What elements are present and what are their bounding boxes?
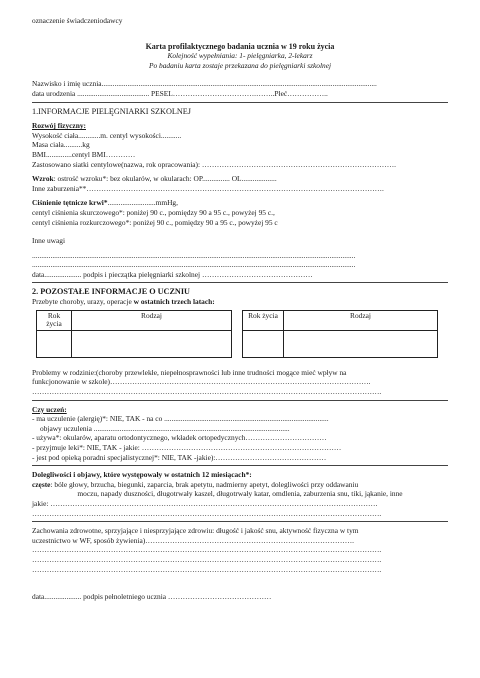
- physical-development-heading: Rozwój fizyczny:: [32, 121, 86, 131]
- symptoms-heading: Dolegliwości i objawy, które występowały w ostatnich 12 miesiącach*:: [32, 470, 252, 480]
- illness-table-left: [36, 310, 232, 358]
- diastolic-centile-field[interactable]: centyl ciśnienia rozkurczowego*: poniżej 90 c., pomiędzy 90 a 95 c., powyżej 95 c: [32, 217, 278, 227]
- other-notes-label: Inne uwagi: [32, 236, 66, 246]
- type-cell[interactable]: [284, 330, 438, 357]
- is-student-heading: Czy uczeń:: [32, 404, 67, 414]
- type-cell[interactable]: [72, 330, 232, 357]
- section1-title: 1.INFORMACJE PIELĘGNIARKI SZKOLNEJ: [32, 106, 191, 116]
- height-field[interactable]: Wysokość ciała............m. centyl wysokości...........: [32, 130, 182, 140]
- weight-field[interactable]: Masa ciała..........kg: [32, 140, 90, 150]
- fill-order-note: Kolejność wypełniania: 1- pielęgniarka, 2-lekarz: [167, 51, 313, 61]
- blood-pressure-label: Ciśnienie tętnicze krwi*: [32, 198, 108, 208]
- health-behaviour-line[interactable]: …………………………………………………………………………………………………………………………….: [32, 554, 382, 564]
- frequent-symptoms[interactable]: [32, 480, 448, 490]
- allergy-field[interactable]: - ma uczulenie (alergię)*: NIE, TAK - na co .........................................................................................: [32, 414, 329, 424]
- section2-title: 2. POZOSTAŁE INFORMACJE O UCZNIU: [32, 287, 190, 297]
- allergy-symptoms-field[interactable]: objawy uczulenia ..........................................................................................................: [40, 423, 290, 433]
- frequent-symptoms-cont: moczu, napady duszności, długotrwały kaszel, długotrwały katar, omdlenia, zaburzenia snu, tiki, jąkanie, inne: [77, 489, 403, 499]
- birth-pesel-sex-field[interactable]: data urodzenia ....................................... PESEL…………………………….……..Płeć……………..: [32, 88, 328, 98]
- col-type-header: Rodzaj: [72, 310, 232, 330]
- frequent-label: częste: [32, 479, 51, 489]
- divider: [32, 400, 448, 401]
- medications-field[interactable]: - przyjmuje leki*: NIE, TAK - jakie: ………………………………………………………………………: [32, 443, 342, 452]
- past-illnesses-prefix: Przebyte choroby, urazy, operacje: [32, 297, 134, 307]
- other-disorders-field[interactable]: Inne zaburzenia**………………………………………………………………………………………………………….: [32, 183, 384, 193]
- past-illnesses-label: [32, 297, 448, 307]
- nurse-signature-field[interactable]: data.................... podpis i pieczątka pielęgniarki szkolnej ………………………………………: [32, 269, 313, 279]
- divider: [32, 465, 448, 466]
- systolic-centile-field[interactable]: centyl ciśnienia skurczowego*: poniżej 90 c., pomiędzy 90 a 95 c., powyżej 95 c.,: [32, 207, 275, 217]
- student-signature-field[interactable]: data.................... podpis pełnoletniego ucznia ……………………………………: [32, 592, 272, 602]
- col-year-header: Rok życia: [37, 310, 72, 330]
- stamp-label: oznaczenie świadczeniodawcy: [32, 16, 123, 25]
- notes-line[interactable]: ...............................................................................................................................................................................: [32, 260, 356, 270]
- specialist-clinic-field[interactable]: - jest pod opieką poradni specjalistycznej*: NIE, TAK -jakie):………………………………………: [32, 452, 327, 462]
- col-year-header: Rok życia: [243, 310, 284, 330]
- health-behaviour-label: Zachowania zdrowotne, sprzyjające i niesprzyjające zdrowiu: długość i jakość snu, aktywność fizyczna w tym: [32, 526, 359, 536]
- centile-grid-field[interactable]: Zastosowano siatki centylowe(nazwa, rok opracowania): …………………………………………………………………….: [32, 159, 396, 169]
- frequent-other-field[interactable]: jakie: …………………………………………………………………………………………………………………….: [32, 498, 378, 508]
- divider: [32, 102, 448, 103]
- divider: [32, 521, 448, 522]
- year-cell[interactable]: [243, 330, 284, 357]
- col-type-header: Rodzaj: [284, 310, 438, 330]
- family-problems-line[interactable]: funkcjonowanie w szkole)…………………………………………………………………………………………….: [32, 377, 371, 387]
- vision-label: Wzrok: [32, 174, 54, 184]
- student-name-field[interactable]: Nazwisko i imię ucznia.....................................................................................................................................................: [32, 79, 377, 89]
- health-behaviour-field[interactable]: uczestnictwo w WF, sposób żywienia)………………………………………………………………………….: [32, 535, 354, 545]
- bmi-field[interactable]: BMI..............centyl BMI…………: [32, 149, 136, 159]
- family-problems-line[interactable]: …………………………………………………………………………………………………………………………….: [32, 387, 382, 397]
- handover-note: Po badaniu karta zostaje przekazana do pielęgniarki szkolnej: [148, 60, 332, 70]
- blood-pressure-text: ..........................mmHg,: [107, 198, 178, 208]
- blood-pressure-field[interactable]: [32, 198, 448, 208]
- health-behaviour-line[interactable]: …………………………………………………………………………………………………………………………….: [32, 564, 382, 574]
- aids-field[interactable]: - używa*: okularów, aparatu ortodontycznego, wkładek ortopedycznych……………………………: [32, 433, 327, 443]
- illness-tables: [32, 310, 448, 358]
- vision-text: : ostrość wzroku*: bez okularów, w okularach: OP............... OL...................: [53, 174, 277, 184]
- frequent-text: : bóle głowy, brzucha, biegunki, zaparcia, brak apetytu, nadmierny apetyt, dolegliwości przy oddawaniu: [50, 479, 359, 489]
- past-illnesses-period: w ostatnich trzech latach:: [133, 297, 215, 307]
- year-cell[interactable]: [37, 330, 72, 357]
- family-problems-field: Problemy w rodzinie:(choroby przewlekłe, niepełnosprawności lub inne trudności mogące mieć wpływ na: [32, 367, 347, 377]
- health-behaviour-line[interactable]: …………………………………………………………………………………………………………………………….: [32, 545, 382, 555]
- document-title: Karta profilaktycznego badania ucznia w 19 roku życia: [145, 41, 335, 51]
- vision-field[interactable]: [32, 174, 448, 184]
- frequent-other-line[interactable]: …………………………………………………………………………………………………………………………….: [32, 508, 382, 518]
- divider: [32, 282, 448, 283]
- notes-line[interactable]: ...............................................................................................................................................................................: [32, 250, 356, 260]
- illness-table-right: [242, 310, 438, 358]
